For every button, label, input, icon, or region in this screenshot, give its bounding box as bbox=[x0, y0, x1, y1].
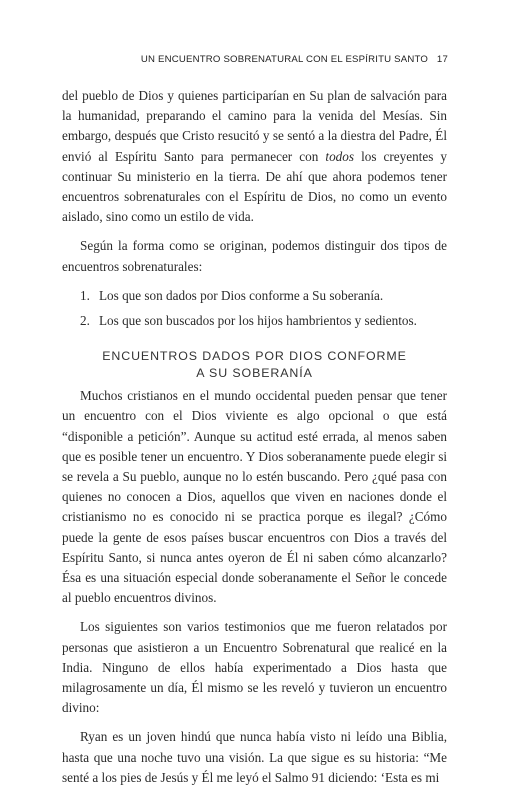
numbered-list bbox=[62, 286, 447, 331]
paragraph-2: Según la forma como se originan, podemos distinguir dos tipos de encuentros sobrenaturales: bbox=[62, 238, 447, 274]
section-heading bbox=[62, 348, 447, 381]
paragraph-3: Muchos cristianos en el mundo occidental pueden pensar que tener un encuentro con el Dios viviente es algo opcional o que está “disponible a petición”. Aunque su actitud esté errada, al menos saben que es posible tener un encuentro. Y Dios soberanamente puede elegir si se revela a Su pueblo, aunque no lo estén buscando. Pero ¿qué pasa con quienes no conocen a Dios, aquellos que viven en naciones donde el cristianismo no es conocido ni se practica porque es ilegal? ¿Cómo puede la gente de esos países buscar encuentros con Dios a través del Espíritu Santo, si nunca antes oyeron de Él ni saben cómo alcanzarlo? Ésa es una situación especial donde soberanamente el Señor le concede al pueblo encuentros divinos. bbox=[62, 388, 447, 606]
section-heading-line-2: A SU SOBERANÍA bbox=[196, 365, 313, 380]
paragraph-5: Ryan es un joven hindú que nunca había visto ni leído una Biblia, hasta que una noche tuvo una visión. La que sigue es su historia: “Me senté a los pies de Jesús y Él me leyó el Salmo 91 diciendo: ‘Esta es mi bbox=[62, 729, 447, 785]
paragraph-1-end: los creyentes y continuar Su ministerio en la tierra. De ahí que ahora podemos tener encuentros sobrenaturales con el Espíritu de Dios, no como un evento aislado, sino como un estilo de vida. bbox=[62, 148, 447, 225]
body-text bbox=[62, 86, 447, 788]
paragraph-4: Los siguientes son varios testimonios que me fueron relatados por personas que asistieron a un Encuentro Sobrenatural que realicé en la India. Ninguno de ellos había experimentado a Dios hasta que milagrosamente un día, Él mismo se les reveló y tuvieron un encuentro divino: bbox=[62, 619, 447, 716]
list-item-text: Los que son dados por Dios conforme a Su soberanía. bbox=[99, 287, 384, 303]
section-heading-line-1: ENCUENTROS DADOS POR DIOS CONFORME bbox=[102, 349, 407, 364]
paragraph-1 bbox=[62, 86, 447, 227]
paragraph-1-start: del pueblo de Dios y quienes participarían en Su plan de salvación para la humanidad, preparando el camino para la venida del Mesías. Sin embargo, después que Cristo resucitó y se sentó a la diestra del Padre, Él envió al Espíritu Santo para permanecer con bbox=[62, 88, 447, 164]
running-header-title: UN ENCUENTRO SOBRENATURAL CON EL ESPÍRITU SANTO bbox=[140, 54, 429, 65]
list-item-number: 2. bbox=[80, 313, 90, 329]
page-number: 17 bbox=[436, 54, 448, 65]
list-item-number: 1. bbox=[80, 287, 90, 303]
list-item bbox=[80, 311, 447, 331]
list-item bbox=[80, 286, 447, 306]
list-item-text: Los que son buscados por los hijos hambrientos y sedientos. bbox=[99, 313, 417, 329]
paragraph-1-emphasis: todos bbox=[325, 148, 354, 164]
running-header bbox=[141, 54, 448, 65]
